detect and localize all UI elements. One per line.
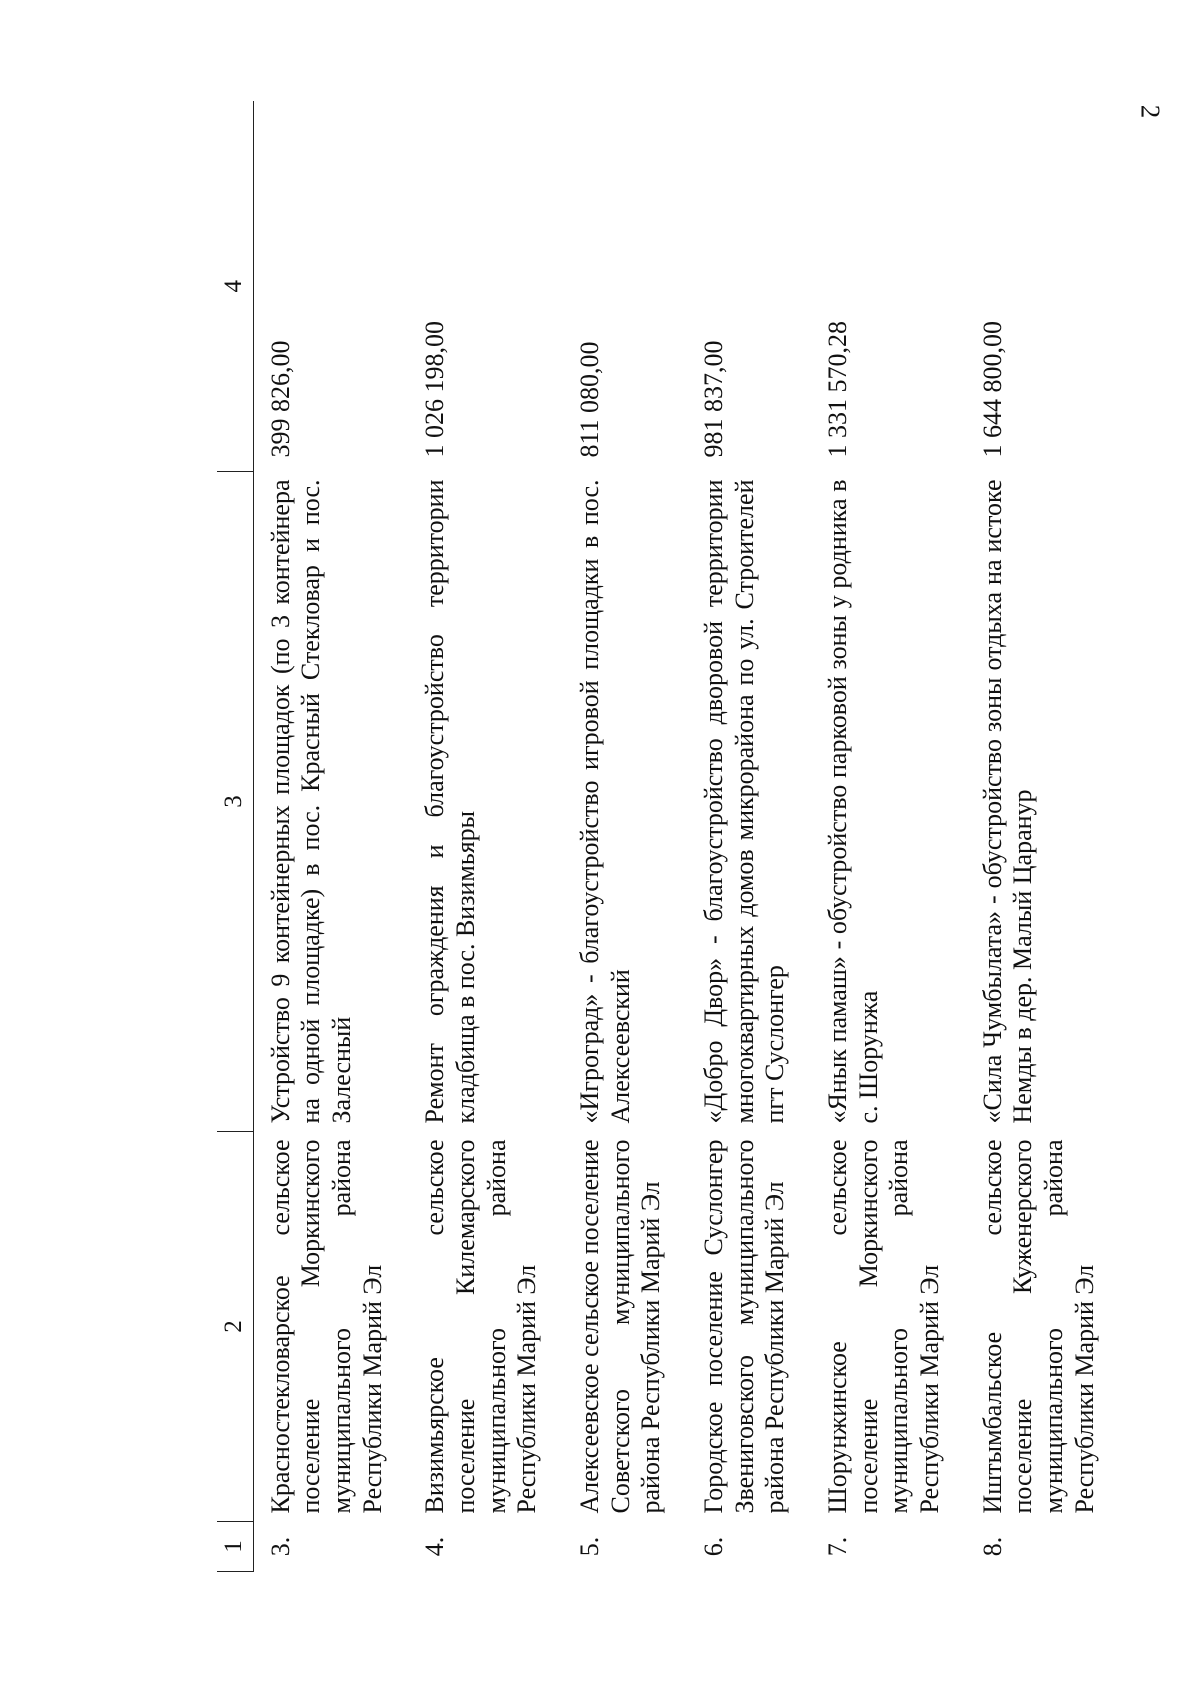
row-number: 7. xyxy=(822,1536,852,1557)
project-description: Устройство 9 контейнерных площадок (по 3 контейнера на одной площадке) в пос. Красный Стекловар и пос. Залесный xyxy=(265,479,356,1124)
table-row xyxy=(563,102,687,1572)
table-row xyxy=(811,102,966,1572)
rotated-table-container xyxy=(217,102,1099,1572)
header-col-3: 3 xyxy=(217,472,253,1132)
settlement-name: Иштымбальское сельское поселение Куженерского муниципального района Республики Марий Эл xyxy=(977,1139,1099,1514)
project-description: «Добро Двор» - благоустройство дворовой территории многоквартирных домов микрорайона по ул. Строителей пгт Суслонгер xyxy=(698,479,790,1124)
row-number: 5. xyxy=(574,1536,604,1557)
project-description: «Игроград» - благоустройство игровой площадки в пос. Алексеевский xyxy=(574,479,635,1124)
project-description: «Янык памаш» - обустройство парковой зоны у родника в с. Шорунжа xyxy=(822,479,883,1124)
amount: 1 331 570,28 xyxy=(822,321,852,458)
table-row xyxy=(408,102,563,1572)
amount: 399 826,00 xyxy=(265,340,295,458)
projects-table xyxy=(217,102,1120,1573)
table-row xyxy=(253,102,408,1572)
settlement-name: Шорунжинское сельское поселение Моркинского муниципального района Республики Марий Эл xyxy=(822,1139,944,1514)
project-description: «Сила Чумбылата» - обустройство зоны отдыха на истоке Немды в дер. Малый Царанур xyxy=(977,479,1038,1124)
amount: 811 080,00 xyxy=(574,341,604,458)
settlement-name: Визимьярское сельское поселение Килемарского муниципального района Республики Марий Эл xyxy=(420,1139,542,1514)
header-col-2: 2 xyxy=(217,1132,253,1522)
header-col-4: 4 xyxy=(217,102,253,472)
table-header-row xyxy=(217,102,253,1572)
row-number: 3. xyxy=(265,1536,295,1557)
amount: 1 026 198,00 xyxy=(420,321,450,458)
table-row xyxy=(687,102,811,1572)
row-number: 4. xyxy=(420,1536,450,1557)
project-description: Ремонт ограждения и благоустройство территории кладбища в пос. Визимьяры xyxy=(420,479,480,1124)
settlement-name: Красностекловарское сельское поселение Моркинского муниципального района Республики Марий Эл xyxy=(265,1139,387,1514)
settlement-name: Алексеевское сельское поселение Советского муниципального района Республики Марий Эл xyxy=(574,1139,666,1514)
amount: 981 837,00 xyxy=(698,340,728,458)
table-row xyxy=(966,102,1121,1572)
settlement-name: Городское поселение Суслонгер Звениговского муниципального района Республики Марий Эл xyxy=(698,1139,790,1514)
row-number: 8. xyxy=(977,1536,1007,1557)
page-number: 2 xyxy=(1134,104,1165,119)
row-number: 6. xyxy=(698,1536,728,1557)
header-col-1: 1 xyxy=(217,1522,253,1572)
amount: 1 644 800,00 xyxy=(977,321,1007,458)
